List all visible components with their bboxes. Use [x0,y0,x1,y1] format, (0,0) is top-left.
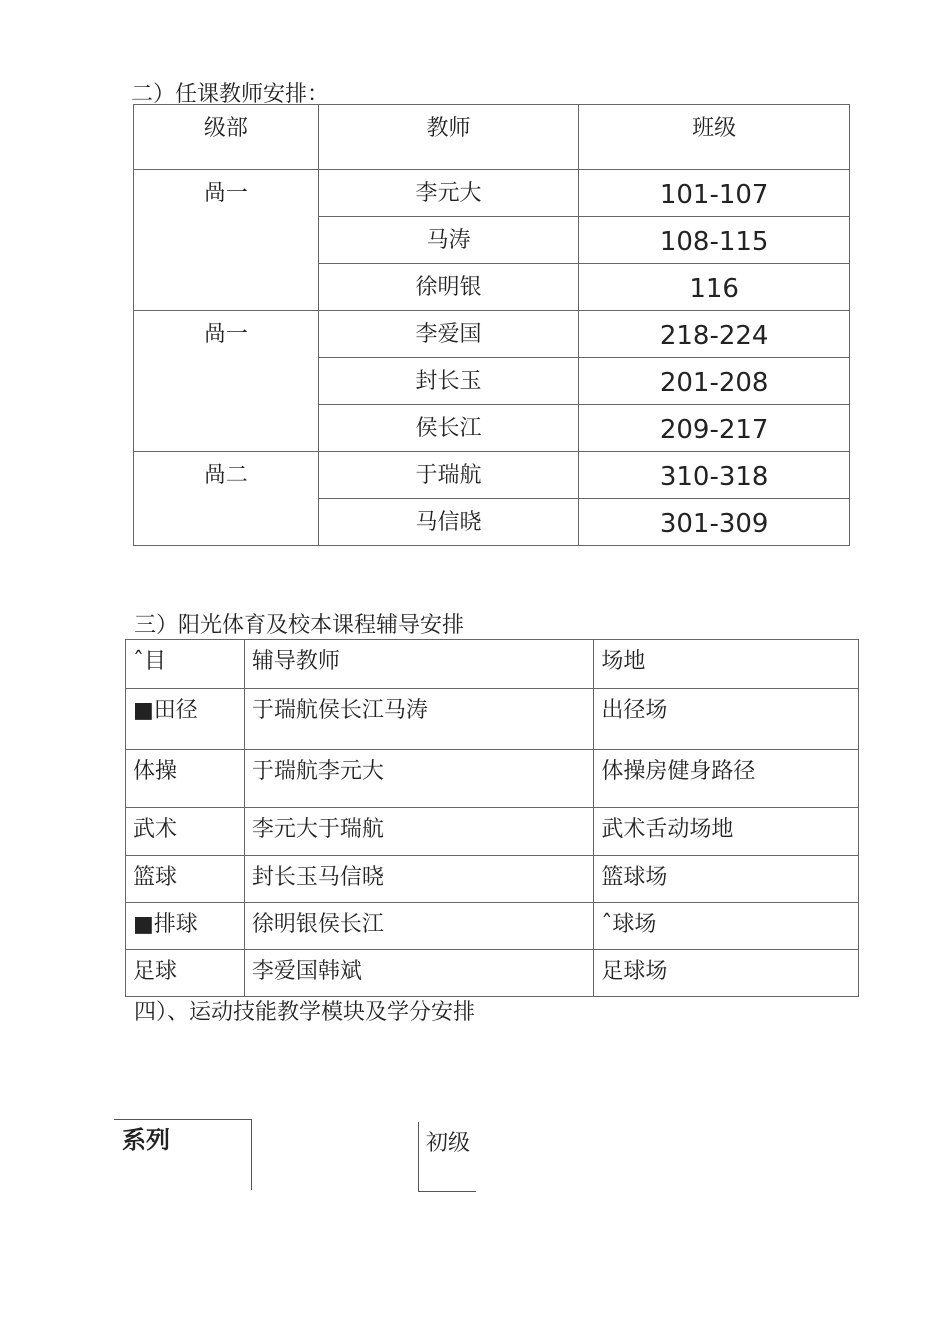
teacher-cell: 于瑞航 [318,452,579,499]
coach-cell: 封长玉马信晓 [244,856,594,903]
teacher-cell: 李元大 [318,170,579,217]
classes-cell: 218-224 [579,311,850,358]
coach-cell: 徐明银侯长江 [244,903,594,950]
grade-cell: 咼二 [134,452,319,546]
series-cell [114,1119,252,1190]
venue-cell: 出径场 [594,689,859,750]
table-row [126,689,859,750]
teacher-cell: 徐明银 [318,264,579,311]
section2-heading: 二）任课教师安排： [131,82,330,107]
table-row [134,311,850,358]
teacher-cell: 马信晓 [318,499,579,546]
item-cell: 足球 [126,950,245,997]
header-classes: 班级 [579,105,850,170]
classes-cell: 209-217 [579,405,850,452]
table-row [134,170,850,217]
table-header-row [134,105,850,170]
section3-heading: 三）阳光体育及校本课程辅导安排 [134,613,465,638]
level-label: 初级 [426,1131,471,1156]
table-row [134,452,850,499]
classes-cell: 310-318 [579,452,850,499]
section4-heading: 四）、运动技能教学模块及学分安排 [134,1000,476,1025]
venue-cell: ˆ球场 [594,903,859,950]
venue-cell: 武术舌动场地 [594,808,859,856]
table-row [126,903,859,950]
sports-coaching-table [125,639,859,997]
teacher-cell: 封长玉 [318,358,579,405]
header-venue: 场地 [594,640,859,689]
item-cell: ■排球 [126,903,245,950]
table-row [126,856,859,903]
teacher-cell: 李爱国 [318,311,579,358]
coach-cell: 于瑞航李元大 [244,750,594,808]
level-cell [418,1122,476,1192]
coach-cell: 李爱国韩斌 [244,950,594,997]
venue-cell: 体操房健身路径 [594,750,859,808]
item-cell: 体操 [126,750,245,808]
table-row [126,808,859,856]
series-label: 系列 [122,1126,170,1154]
classes-cell: 101-107 [579,170,850,217]
header-grade: 级部 [134,105,319,170]
teacher-assignment-table [133,104,850,546]
classes-cell: 201-208 [579,358,850,405]
item-cell: ■田径 [126,689,245,750]
table-row [126,950,859,997]
table-row [126,750,859,808]
classes-cell: 108-115 [579,217,850,264]
item-cell: 武术 [126,808,245,856]
grade-cell: 咼一 [134,170,319,311]
teacher-cell: 马涛 [318,217,579,264]
classes-cell: 116 [579,264,850,311]
coach-cell: 李元大于瑞航 [244,808,594,856]
item-cell: 篮球 [126,856,245,903]
header-teacher: 教师 [318,105,579,170]
coach-cell: 于瑞航侯长江马涛 [244,689,594,750]
header-coach: 辅导教师 [244,640,594,689]
teacher-cell: 侯长江 [318,405,579,452]
grade-cell: 咼一 [134,311,319,452]
table-header-row [126,640,859,689]
venue-cell: 篮球场 [594,856,859,903]
venue-cell: 足球场 [594,950,859,997]
classes-cell: 301-309 [579,499,850,546]
header-item: ˆ目 [126,640,245,689]
